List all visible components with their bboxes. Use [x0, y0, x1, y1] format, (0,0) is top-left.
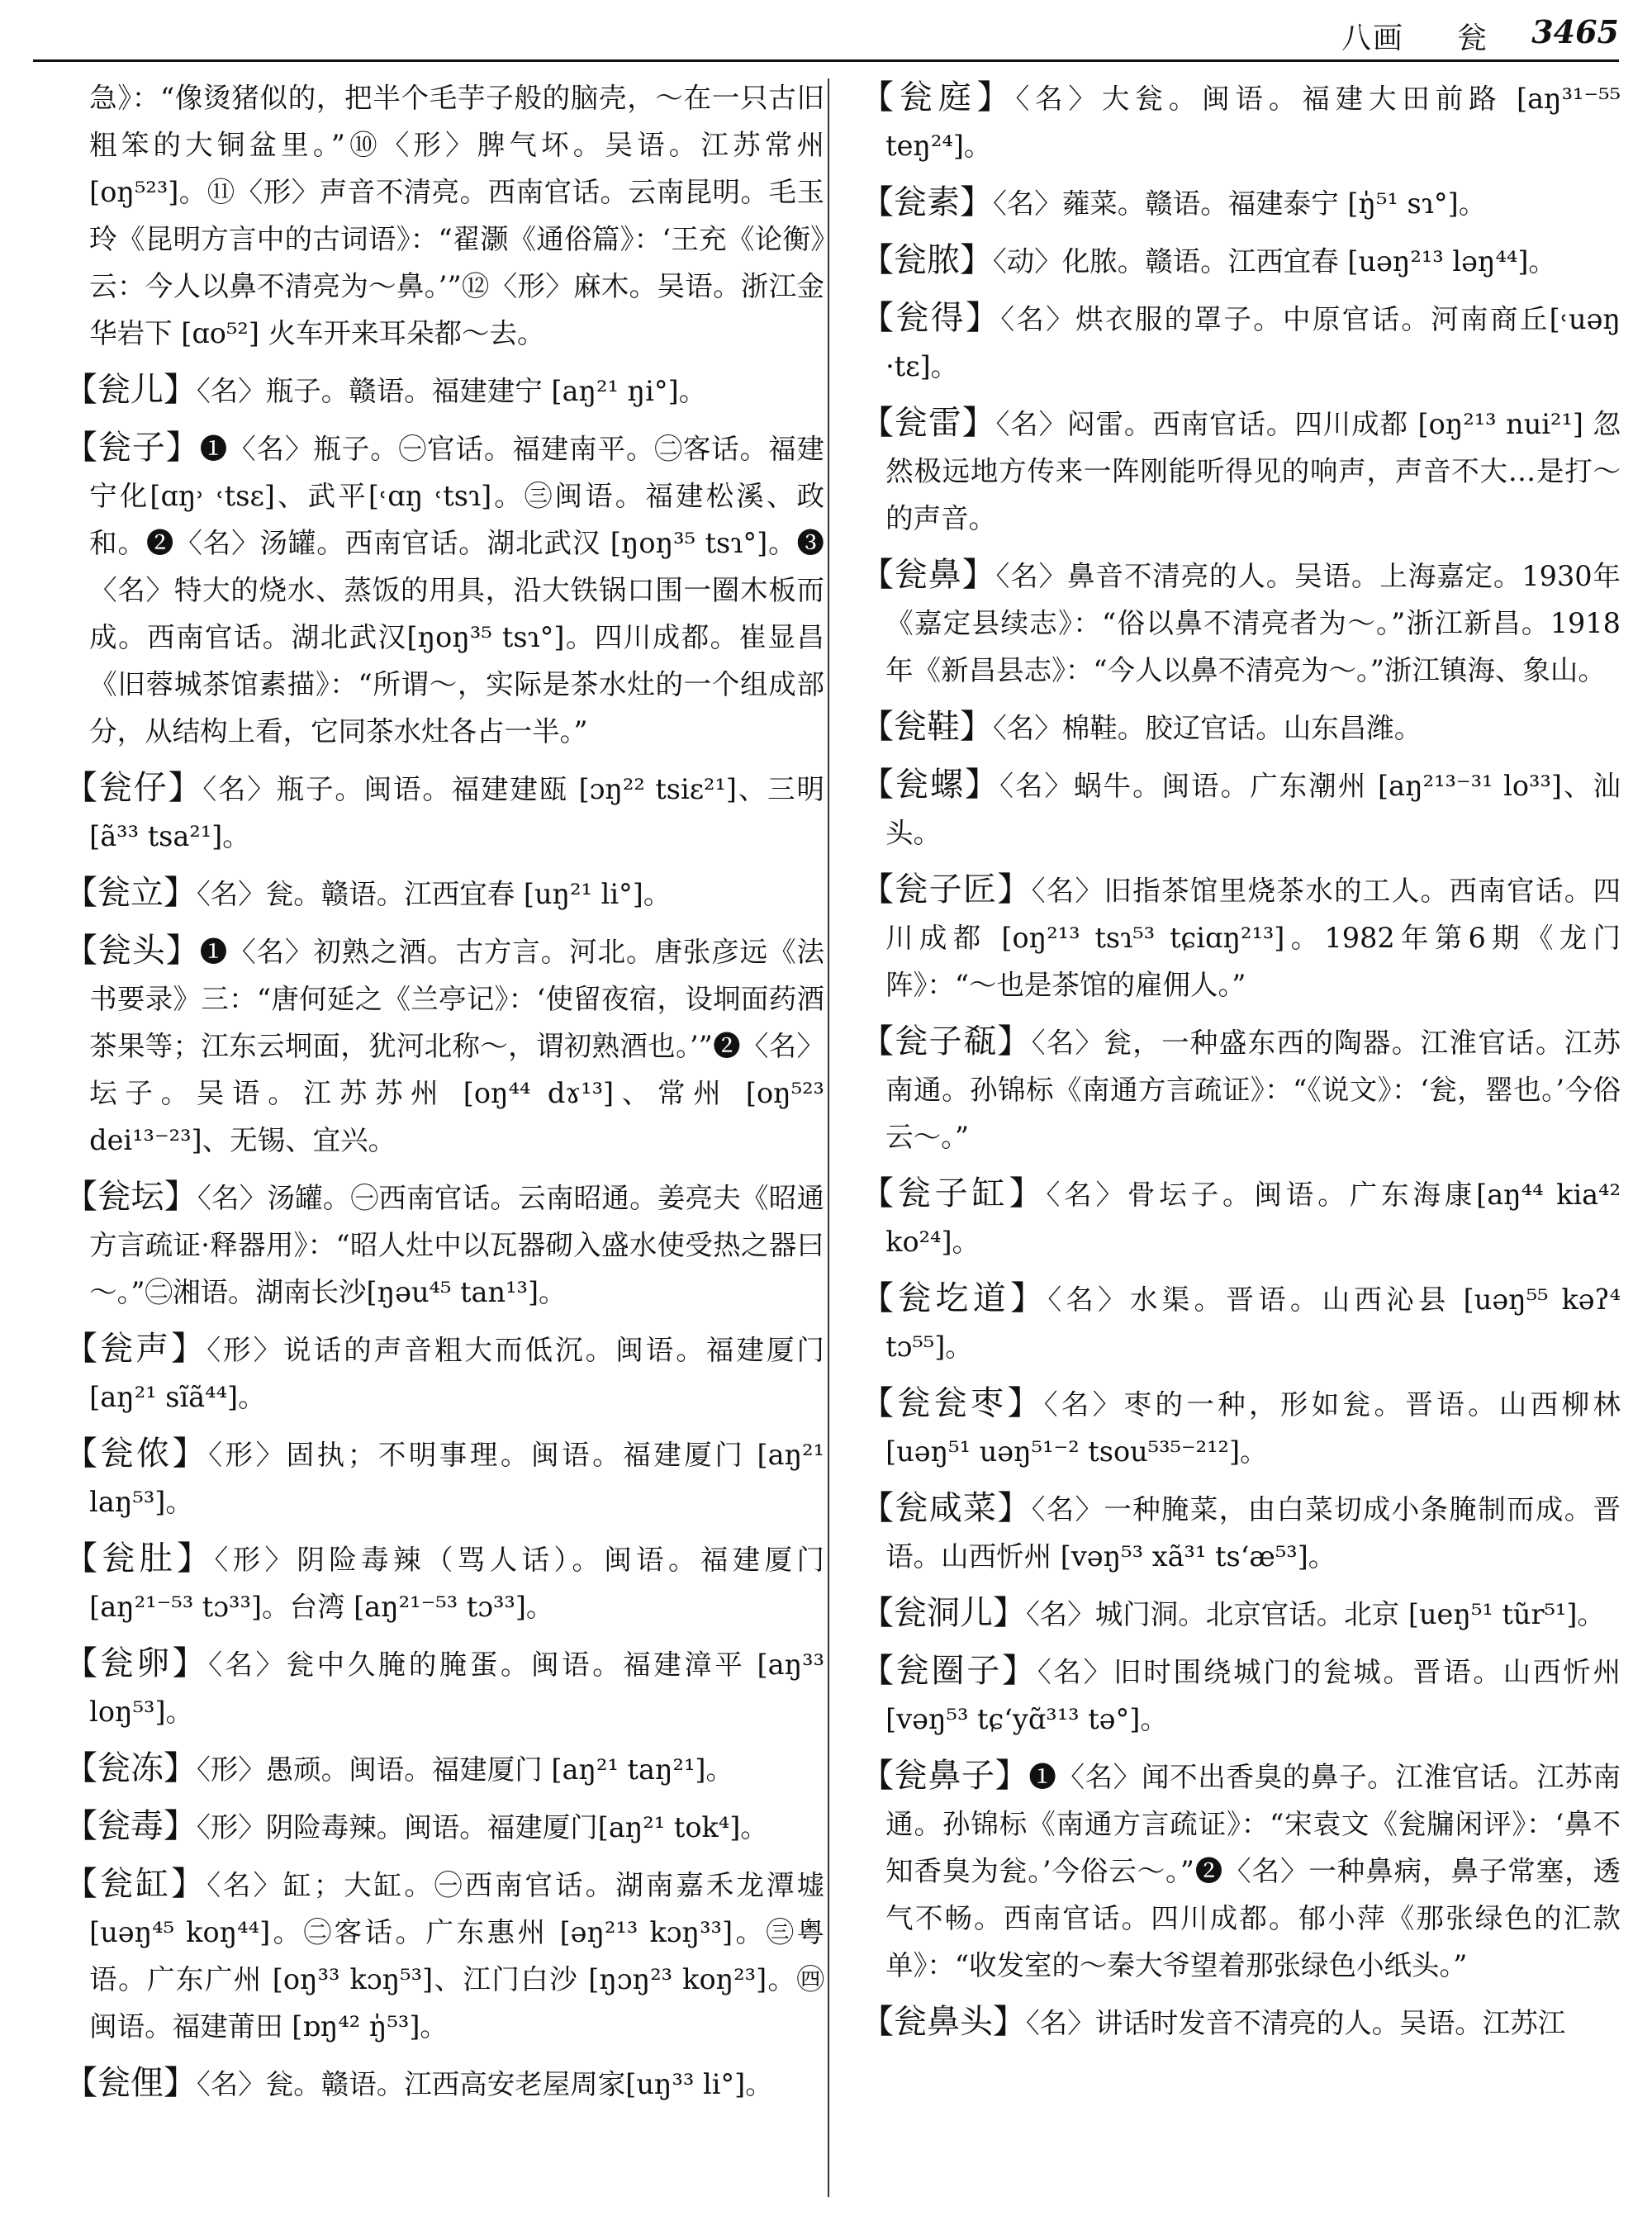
- dictionary-entry: [861, 237, 1621, 285]
- page-header: [33, 0, 1619, 62]
- headword-open-bracket: 【: [64, 1865, 101, 1903]
- entry-definition: 〈形〉固执；不明事理。闽语。福建厦门 [aŋ²¹ laŋ⁵³]。: [89, 1439, 825, 1518]
- headword-open-bracket: 【: [861, 404, 895, 442]
- headword-close-bracket: 】: [960, 183, 993, 221]
- head-character: 瓮: [1456, 21, 1487, 55]
- entry-headword: 瓮子匠: [895, 871, 998, 909]
- headword-wrapper: [861, 708, 993, 746]
- headword-close-bracket: 】: [164, 874, 197, 912]
- headword-open-bracket: 【: [64, 1435, 101, 1473]
- dictionary-entry: [861, 1170, 1621, 1265]
- dictionary-entry: [861, 1590, 1621, 1638]
- entry-definition: 〈形〉说话的声音粗大而低沉。闽语。福建厦门 [aŋ²¹ sĩã⁴⁴]。: [89, 1334, 825, 1413]
- entry-headword: 瓮子缸: [897, 1174, 1009, 1212]
- entry-headword: 瓮头: [97, 932, 166, 970]
- headword-close-bracket: 】: [171, 1865, 207, 1903]
- entry-headword: 瓮瓮枣: [897, 1384, 1008, 1422]
- headword-open-bracket: 【: [64, 1330, 101, 1368]
- entry-headword: 瓮俚: [97, 2064, 164, 2102]
- entry-definition: 〈名〉瓮。赣语。江西宜春 [uŋ²¹ li°]。: [197, 878, 672, 910]
- headword-wrapper: [861, 1652, 1037, 1690]
- headword-open-bracket: 【: [861, 1489, 895, 1527]
- right-column: [861, 74, 1621, 2057]
- headword-open-bracket: 【: [64, 932, 98, 970]
- entry-headword: 瓮缸: [100, 1865, 172, 1903]
- dictionary-entry: [861, 400, 1621, 542]
- entry-definition: 〈形〉阴险毒辣（骂人话）。闽语。福建厦门 [aŋ²¹⁻⁵³ tɔ³³]。台湾 [aŋ²¹⁻⁵³ tɔ³³]。: [89, 1544, 825, 1623]
- headword-wrapper: [861, 1757, 1028, 1795]
- entry-definition: 〈名〉闷雷。西南官话。四川成都 [oŋ²¹³ nui²¹] 忽然极远地方传来一阵刚能听得见的响声，声音不大…是打～的声音。: [885, 408, 1621, 534]
- entry-headword: 瓮立: [97, 874, 164, 912]
- entry-definition: 〈名〉鼻音不清亮的人。吴语。上海嘉定。1930年《嘉定县续志》：“俗以鼻不清亮者为～。”浙江新昌。1918年《新昌县志》：“今人以鼻不清亮为～。”浙江镇海、象山。: [885, 560, 1621, 686]
- headword-close-bracket: 】: [164, 371, 197, 409]
- headword-wrapper: [64, 1644, 208, 1682]
- entry-definition: 〈形〉愚顽。闽语。福建厦门 [aŋ²¹ taŋ²¹]。: [197, 1753, 733, 1786]
- headword-open-bracket: 【: [861, 871, 895, 909]
- headword-close-bracket: 】: [976, 78, 1016, 116]
- headword-open-bracket: 【: [861, 1757, 895, 1795]
- headword-wrapper: [64, 1749, 197, 1787]
- headword-close-bracket: 】: [1010, 1279, 1048, 1317]
- entry-headword: 瓮圈子: [895, 1652, 1003, 1690]
- entry-definition: 〈名〉瓶子。赣语。福建建宁 [aŋ²¹ ŋi°]。: [197, 375, 707, 407]
- dictionary-entry: [64, 1174, 824, 1316]
- headword-open-bracket: 【: [861, 2003, 894, 2041]
- dictionary-entry: [64, 367, 824, 415]
- headword-close-bracket: 】: [172, 1435, 209, 1473]
- headword-open-bracket: 【: [861, 1022, 895, 1060]
- entry-definition: 〈名〉枣的一种，形如瓮。晋语。山西柳林 [uəŋ⁵¹ uəŋ⁵¹⁻² tsou⁵³⁵⁻²¹²]。: [885, 1388, 1621, 1468]
- entry-headword: 瓮素: [894, 183, 960, 221]
- headword-wrapper: [64, 1330, 206, 1368]
- headword-close-bracket: 】: [164, 2064, 197, 2102]
- entry-headword: 瓮侬: [100, 1435, 173, 1473]
- headword-wrapper: [64, 429, 200, 467]
- headword-open-bracket: 【: [64, 874, 97, 912]
- dictionary-entry: [861, 1753, 1621, 1989]
- headword-close-bracket: 】: [995, 1757, 1029, 1795]
- entry-headword: 瓮坛: [97, 1178, 164, 1216]
- entry-headword: 瓮鼻子: [894, 1757, 995, 1795]
- entry-headword: 瓮毒: [97, 1807, 164, 1845]
- headword-open-bracket: 【: [64, 1540, 102, 1578]
- headword-open-bracket: 【: [64, 1807, 97, 1845]
- dictionary-entry: [64, 1861, 824, 2050]
- headword-open-bracket: 【: [861, 556, 895, 594]
- headword-wrapper: [64, 1807, 197, 1845]
- entry-headword: 瓮咸菜: [895, 1489, 998, 1527]
- headword-close-bracket: 】: [965, 766, 1000, 804]
- entry-headword: 瓮螺: [895, 766, 966, 804]
- entry-definition: ❶〈名〉瓶子。㊀官话。福建南平。㊁客话。福建宁化[ɑŋ˒ ˓tsɛ]、武平[˓ɑŋ ˓tsɿ]。㊂闽语。福建松溪、政和。❷〈名〉汤罐。西南官话。湖北武汉 [ŋoŋ³⁵ tsɿ°]。❸〈名〉特大的烧水、蒸饭的用具，沿大铁锅口围一圈木板而成。西南官话。湖北武汉[ŋoŋ³⁵ tsɿ°]。四川成都。崔显昌《旧蓉城茶馆素描》：“所谓～，实际是茶水灶的一个组成部分，从结构上看，它同茶水灶各占一半。”: [89, 433, 825, 747]
- entry-definition: 〈名〉烘衣服的罩子。中原官话。河南商丘[˓uəŋ ·tɛ]。: [885, 303, 1621, 382]
- dictionary-entry: [861, 1380, 1621, 1475]
- dictionary-entry: [861, 762, 1621, 856]
- headword-wrapper: [861, 404, 996, 442]
- headword-close-bracket: 】: [960, 241, 993, 279]
- headword-wrapper: [64, 874, 197, 912]
- entry-headword: 瓮鼻: [894, 556, 962, 594]
- headword-open-bracket: 【: [861, 241, 894, 279]
- headword-open-bracket: 【: [861, 1594, 894, 1632]
- headword-wrapper: [861, 871, 1032, 909]
- entry-definition: 〈名〉蕹菜。赣语。福建泰宁 [ŋ̍⁵¹ sɿ°]。: [993, 187, 1487, 220]
- headword-wrapper: [861, 1384, 1044, 1422]
- entry-definition: 〈名〉城门洞。北京官话。北京 [ueŋ⁵¹ tũr⁵¹]。: [1026, 1598, 1605, 1630]
- dictionary-entry: [64, 1640, 824, 1735]
- headword-wrapper: [64, 1540, 215, 1578]
- headword-close-bracket: 】: [164, 1749, 197, 1787]
- headword-close-bracket: 】: [966, 299, 1001, 337]
- headword-close-bracket: 】: [165, 429, 200, 467]
- headword-wrapper: [64, 1435, 208, 1473]
- dictionary-entry: [64, 1803, 824, 1851]
- headword-wrapper: [861, 78, 1016, 116]
- headword-close-bracket: 】: [164, 1178, 197, 1216]
- entry-definition: 〈名〉棉鞋。胶辽官话。山东昌潍。: [993, 712, 1422, 744]
- column-divider: [828, 78, 829, 2197]
- headword-wrapper: [861, 1594, 1026, 1632]
- headword-wrapper: [64, 932, 200, 970]
- entry-definition: 〈名〉大瓮。闽语。福建大田前路 [aŋ³¹⁻⁵⁵ teŋ²⁴]。: [885, 83, 1621, 162]
- entry-definition: 〈动〉化脓。赣语。江西宜春 [uəŋ²¹³ ləŋ⁴⁴]。: [993, 245, 1556, 278]
- headword-open-bracket: 【: [861, 1174, 898, 1212]
- headword-close-bracket: 】: [165, 932, 200, 970]
- headword-open-bracket: 【: [64, 1644, 101, 1682]
- headword-wrapper: [861, 556, 996, 594]
- dictionary-entry: [861, 552, 1621, 694]
- headword-wrapper: [64, 1178, 197, 1216]
- dictionary-entry: [64, 765, 824, 860]
- entry-headword: 瓮圪道: [898, 1279, 1011, 1317]
- dictionary-entry: [64, 2060, 824, 2108]
- headword-wrapper: [861, 183, 993, 221]
- headword-open-bracket: 【: [861, 1279, 899, 1317]
- entry-definition: 〈名〉缸；大缸。㊀西南官话。湖南嘉禾龙潭墟 [uəŋ⁴⁵ koŋ⁴⁴]。㊁客话。广东惠州 [əŋ²¹³ kɔŋ³³]。㊂粤语。广东广州 [oŋ³³ kɔŋ⁵³]、江门白沙 [ŋɔŋ²³ koŋ²³]。㊃闽语。福建莆田 [ɒŋ⁴² ŋ̍⁵³]。: [89, 1869, 825, 2043]
- entry-headword: 瓮仔: [98, 769, 169, 807]
- headword-close-bracket: 】: [993, 1594, 1026, 1632]
- dictionary-entry: [64, 1535, 824, 1630]
- headword-open-bracket: 【: [861, 78, 900, 116]
- entry-headword: 瓮冻: [97, 1749, 164, 1787]
- headword-close-bracket: 】: [997, 1489, 1032, 1527]
- entry-definition: 〈名〉瓮中久腌的腌蛋。闽语。福建漳平 [aŋ³³ loŋ⁵³]。: [89, 1649, 825, 1728]
- dictionary-entry: [64, 1745, 824, 1793]
- headword-open-bracket: 【: [64, 1749, 97, 1787]
- headword-open-bracket: 【: [861, 1384, 898, 1422]
- headword-close-bracket: 】: [993, 2003, 1026, 2041]
- entry-definition: 〈形〉阴险毒辣。闽语。福建厦门[aŋ²¹ tok⁴]。: [197, 1811, 768, 1843]
- section-label: 八画: [1341, 21, 1404, 55]
- dictionary-entry: [861, 1018, 1621, 1160]
- dictionary-entry: [861, 179, 1621, 227]
- entry-definition: 〈名〉旧指茶馆里烧茶水的工人。西南官话。四川成都 [oŋ²¹³ tsɿ⁵³ tɕiɑŋ²¹³]。1982年第6期《龙门阵》：“～也是茶馆的雇佣人。”: [885, 875, 1621, 1001]
- headword-close-bracket: 】: [997, 1022, 1032, 1060]
- headword-wrapper: [861, 1489, 1032, 1527]
- entry-definition: 〈名〉瓮。赣语。江西高安老屋周家[uŋ³³ li°]。: [197, 2068, 773, 2100]
- dictionary-entry: [64, 1326, 824, 1421]
- entry-headword: 瓮鞋: [894, 708, 960, 746]
- dictionary-entry: [861, 1275, 1621, 1370]
- headword-wrapper: [64, 769, 202, 807]
- headword-open-bracket: 【: [64, 769, 99, 807]
- headword-close-bracket: 】: [168, 769, 203, 807]
- entry-headword: 瓮声: [100, 1330, 172, 1368]
- entry-headword: 瓮脓: [894, 241, 960, 279]
- entry-headword: 瓮雷: [894, 404, 962, 442]
- dictionary-entry: [861, 295, 1621, 390]
- headword-wrapper: [861, 1174, 1046, 1212]
- headword-close-bracket: 】: [164, 1807, 197, 1845]
- entry-definition: 〈名〉旧时围绕城门的瓮城。晋语。山西忻州 [vəŋ⁵³ tɕ‘yɑ̃³¹³ tə°]。: [885, 1656, 1621, 1735]
- headword-wrapper: [861, 1022, 1032, 1060]
- headword-open-bracket: 【: [64, 371, 97, 409]
- headword-wrapper: [861, 766, 999, 804]
- entry-headword: 瓮洞儿: [894, 1594, 993, 1632]
- headword-wrapper: [861, 2003, 1026, 2041]
- entry-definition: 〈名〉瓶子。闽语。福建建瓯 [ɔŋ²² tsiɛ²¹]、三明 [ã³³ tsa²¹]。: [89, 773, 825, 852]
- dictionary-entry: [64, 870, 824, 918]
- headword-open-bracket: 【: [861, 299, 896, 337]
- headword-close-bracket: 】: [177, 1540, 215, 1578]
- page-number: 3465: [1531, 13, 1619, 50]
- entry-definition: 〈名〉瓮，一种盛东西的陶器。江淮官话。江苏南通。孙锦标《南通方言疏证》：“《说文》：‘瓮，罂也。’今俗云～。”: [885, 1027, 1621, 1153]
- entry-definition: 〈名〉骨坛子。闽语。广东海康[aŋ⁴⁴ kia⁴² ko²⁴]。: [885, 1179, 1621, 1258]
- headword-wrapper: [64, 1865, 206, 1903]
- entry-definition: 急》：“像烫猪似的，把半个毛芋子般的脑壳，～在一只古旧粗笨的大铜盆里。”⑩〈形〉脾气坏。吴语。江苏常州 [oŋ⁵²³]。⑪〈形〉声音不清亮。西南官话。云南昆明。毛玉玲《昆明方言中的古词语》：“翟灏《通俗篇》：‘王充《论衡》云：今人以鼻不清亮为～鼻。’”⑫〈形〉麻木。吴语。浙江金华岩下 [ɑo⁵²] 火车开来耳朵都～去。: [89, 82, 824, 349]
- dictionary-entry: [861, 1999, 1621, 2047]
- entry-definition: ❶〈名〉闻不出香臭的鼻子。江淮官话。江苏南通。孙锦标《南通方言疏证》：“宋袁文《瓮牖闲评》：‘鼻不知香臭为瓮。’今俗云～。”❷〈名〉一种鼻病，鼻子常塞，透气不畅。西南官话。四川成都。郁小萍《那张绿色的汇款单》：“收发室的～秦大爷望着那张绿色小纸头。”: [885, 1761, 1621, 1981]
- dictionary-entry: [861, 704, 1621, 752]
- headword-wrapper: [64, 371, 197, 409]
- dictionary-entry: [861, 866, 1621, 1008]
- headword-wrapper: [861, 241, 993, 279]
- entry-headword: 瓮肚: [102, 1540, 178, 1578]
- entry-definition: 〈名〉一种腌菜，由白菜切成小条腌制而成。晋语。山西忻州 [vəŋ⁵³ xã³¹ ts‘æ⁵³]。: [885, 1493, 1621, 1573]
- headword-open-bracket: 【: [861, 708, 894, 746]
- dictionary-entry: [861, 74, 1621, 169]
- entry-definition: 〈名〉蜗牛。闽语。广东潮州 [aŋ²¹³⁻³¹ lo³³]、汕头。: [885, 770, 1621, 849]
- headword-close-bracket: 】: [172, 1644, 209, 1682]
- entry-headword: 瓮得: [895, 299, 966, 337]
- dictionary-entry: [861, 1648, 1621, 1743]
- headword-open-bracket: 【: [64, 2064, 97, 2102]
- headword-open-bracket: 【: [64, 1178, 98, 1216]
- headword-wrapper: [861, 1279, 1047, 1317]
- headword-close-bracket: 】: [997, 871, 1032, 909]
- headword-close-bracket: 】: [1002, 1652, 1037, 1690]
- dictionary-entry: [64, 74, 824, 357]
- entry-headword: 瓮鼻头: [894, 2003, 993, 2041]
- headword-close-bracket: 】: [960, 708, 993, 746]
- entry-headword: 瓮庭: [899, 78, 977, 116]
- headword-close-bracket: 】: [961, 556, 996, 594]
- left-column: [64, 74, 824, 2118]
- headword-open-bracket: 【: [861, 766, 896, 804]
- dictionary-entry: [64, 1431, 824, 1525]
- headword-close-bracket: 】: [1007, 1384, 1044, 1422]
- entry-headword: 瓮卵: [100, 1644, 173, 1682]
- headword-open-bracket: 【: [861, 1652, 896, 1690]
- entry-definition: ❶〈名〉初熟之酒。古方言。河北。唐张彦远《法书要录》三：“唐何延之《兰亭记》：‘使留夜宿，设坰面药酒茶果等；江东云坰面，犹河北称～，谓初熟酒也。’”❷〈名〉坛子。吴语。江苏苏州 [oŋ⁴⁴ dɤ¹³]、常州 [oŋ⁵²³ dei¹³⁻²³]、无锡、宜兴。: [89, 936, 825, 1156]
- headword-close-bracket: 】: [1009, 1174, 1047, 1212]
- headword-open-bracket: 【: [861, 183, 894, 221]
- entry-headword: 瓮儿: [97, 371, 164, 409]
- dictionary-entry: [64, 425, 824, 755]
- dictionary-entry: [861, 1485, 1621, 1580]
- headword-wrapper: [64, 2064, 197, 2102]
- headword-close-bracket: 】: [171, 1330, 207, 1368]
- dictionary-entry: [64, 928, 824, 1164]
- entry-definition: 〈名〉水渠。晋语。山西沁县 [uəŋ⁵⁵ kəʔ⁴ tɔ⁵⁵]。: [885, 1283, 1621, 1363]
- entry-headword: 瓮子瓻: [895, 1022, 998, 1060]
- headword-wrapper: [861, 299, 1000, 337]
- entry-headword: 瓮子: [97, 429, 166, 467]
- headword-open-bracket: 【: [64, 429, 98, 467]
- entry-definition: 〈名〉讲话时发音不清亮的人。吴语。江苏江: [1026, 2007, 1566, 2039]
- headword-close-bracket: 】: [961, 404, 996, 442]
- entry-definition: 〈名〉汤罐。㊀西南官话。云南昭通。姜亮夫《昭通方言疏证·释器用》：“昭人灶中以瓦器砌入盛水使受热之器曰～。”㊁湘语。湖南长沙[ŋəu⁴⁵ tan¹³]。: [89, 1182, 825, 1308]
